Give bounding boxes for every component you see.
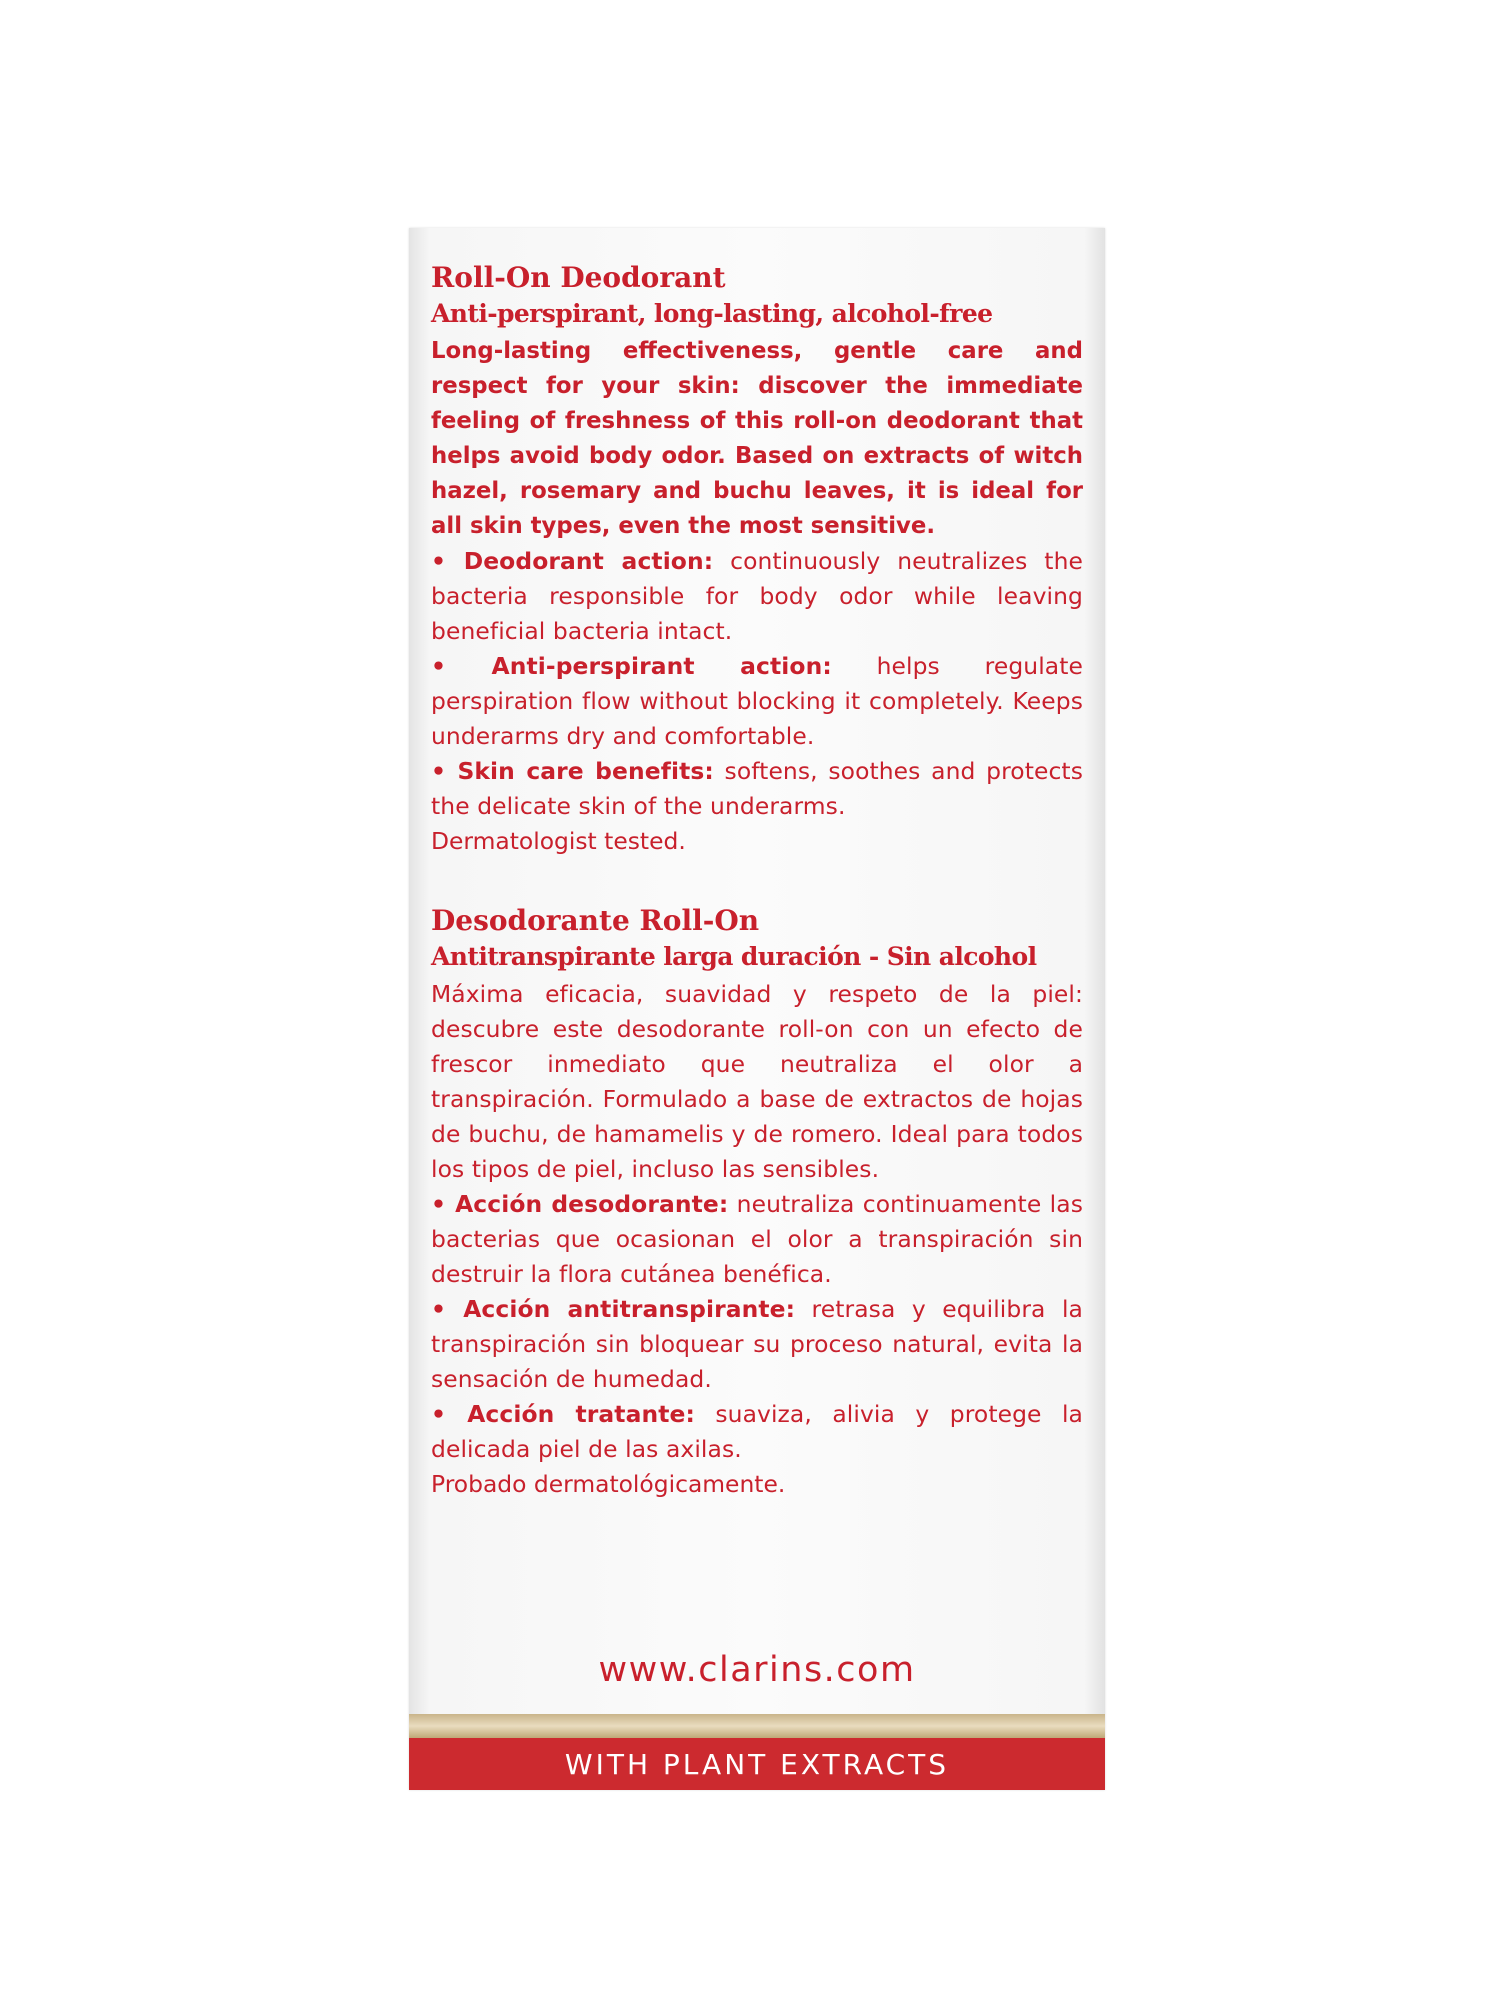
bullet-label: • Skin care benefits:	[431, 757, 714, 785]
spanish-intro: Máxima eficacia, suavidad y respeto de la piel: descubre este desodorante roll-on con un efecto de frescor inmediato que neutraliza el olor a transpiración. Formulado a base de extractos de hojas de buchu, de hamamelis y de romero. Ideal para todos los tipos de piel, incluso las sensibles.	[431, 980, 1083, 1183]
spanish-title: Desodorante Roll-On	[431, 904, 760, 937]
spanish-bullet-deodorant	[431, 1187, 1083, 1292]
spanish-closing: Probado dermatológicamente.	[431, 1470, 786, 1498]
english-bullet-antiperspirant	[431, 649, 1083, 754]
bullet-label: • Anti-perspirant action:	[431, 652, 832, 680]
label-text-panel	[431, 260, 1083, 1502]
bullet-label: • Deodorant action:	[431, 547, 714, 575]
bullet-label: • Acción antitranspirante:	[431, 1295, 796, 1323]
section-spacer	[431, 859, 1083, 903]
english-subtitle: Anti-perspirant, long-lasting, alcohol-free	[431, 299, 993, 328]
bullet-label: • Acción desodorante:	[431, 1190, 729, 1218]
product-box-back-panel	[409, 228, 1105, 1790]
gold-stripe	[409, 1714, 1105, 1738]
plant-extracts-banner	[409, 1738, 1105, 1790]
english-closing: Dermatologist tested.	[431, 827, 686, 855]
bullet-text: softens, soothes and protects the delicate skin of the underarms.	[431, 757, 1083, 820]
bullet-text: helps regulate perspiration flow without blocking it completely. Keeps underarms dry and comfortable.	[431, 652, 1083, 750]
website-url: www.clarins.com	[598, 1650, 916, 1690]
english-intro: Long-lasting effectiveness, gentle care and respect for your skin: discover the immediate feeling of freshness of this roll-on deodorant that helps avoid body odor. Based on extracts of witch hazel, rosemary and buchu leaves, it is ideal for all skin types, even the most sensitive.	[431, 338, 1083, 539]
english-bullet-deodorant	[431, 544, 1083, 649]
spanish-bullet-antiperspirant	[431, 1292, 1083, 1397]
bullet-label: • Acción tratante:	[431, 1400, 695, 1428]
bullet-text: continuously neutralizes the bacteria responsible for body odor while leaving beneficial bacteria intact.	[431, 547, 1083, 645]
bullet-text: suaviza, alivia y protege la delicada piel de las axilas.	[431, 1400, 1083, 1463]
spanish-subtitle: Antitranspirante larga duración - Sin alcohol	[431, 942, 1037, 971]
banner-text: WITH PLANT EXTRACTS	[564, 1747, 950, 1781]
english-bullet-skincare	[431, 754, 1083, 824]
bullet-text: neutraliza continuamente las bacterias que ocasionan el olor a transpiración sin destruir la flora cutánea benéfica.	[431, 1190, 1083, 1288]
english-title: Roll-On Deodorant	[431, 261, 726, 294]
bullet-text: retrasa y equilibra la transpiración sin bloquear su proceso natural, evita la sensación de humedad.	[431, 1295, 1083, 1393]
spanish-bullet-treatment	[431, 1397, 1083, 1467]
